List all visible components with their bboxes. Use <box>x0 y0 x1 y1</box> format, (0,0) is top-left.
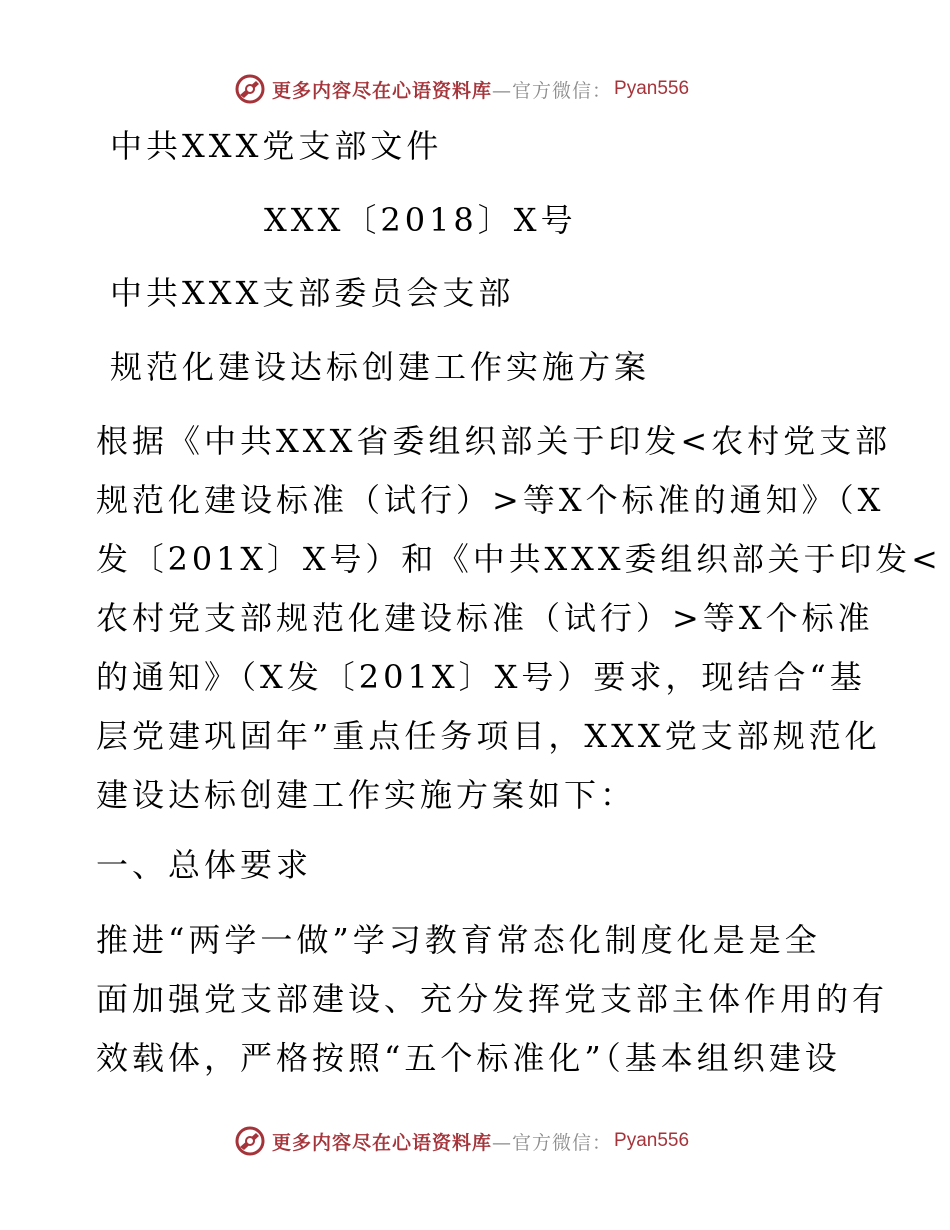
paragraph-line: 规范化建设标准（试行）>等X个标准的通知》（X <box>96 481 885 519</box>
paragraph-line: 根据《中共XXX省委组织部关于印发<农村党支部 <box>96 422 892 460</box>
committee-name: 中共XXX支部委员会支部 <box>110 274 515 312</box>
seal-logo-icon <box>234 73 266 105</box>
watermark-footer <box>234 1124 689 1158</box>
paragraph-line: 农村党支部规范化建设标准（试行）>等X个标准 <box>96 599 874 637</box>
seal-logo-icon <box>234 1125 266 1157</box>
watermark-text: 更多内容尽在心语资料库 <box>272 1131 493 1154</box>
section-heading: 一、总体要求 <box>96 846 313 884</box>
paragraph-line: 效载体，严格按照“五个标准化”（基本组织建设 <box>96 1039 841 1077</box>
paragraph-line: 的通知》（X发〔201X〕X号）要求，现结合“基 <box>96 658 866 696</box>
document-number: XXX〔2018〕X号 <box>264 201 577 239</box>
document-issuer: 中共XXX党支部文件 <box>110 127 443 165</box>
watermark-text: 更多内容尽在心语资料库 <box>272 79 493 102</box>
paragraph-line: 面加强党支部建设、充分发挥党支部主体作用的有 <box>96 980 889 1018</box>
watermark-wechat-id: Pyan556 <box>614 78 690 99</box>
watermark-header <box>234 72 689 106</box>
watermark-wechat-id: Pyan556 <box>614 1130 690 1151</box>
paragraph-line: 层党建巩固年”重点任务项目，XXX党支部规范化 <box>96 717 881 755</box>
document-title: 规范化建设达标创建工作实施方案 <box>110 348 651 386</box>
watermark-separator: —官方微信： <box>492 1131 613 1154</box>
paragraph-line: 发〔201X〕X号）和《中共XXX委组织部关于印发< <box>96 540 942 578</box>
paragraph-line: 建设达标创建工作实施方案如下： <box>96 776 637 814</box>
paragraph-line: 推进“两学一做”学习教育常态化制度化是是全 <box>96 921 821 959</box>
watermark-separator: —官方微信： <box>492 79 613 102</box>
